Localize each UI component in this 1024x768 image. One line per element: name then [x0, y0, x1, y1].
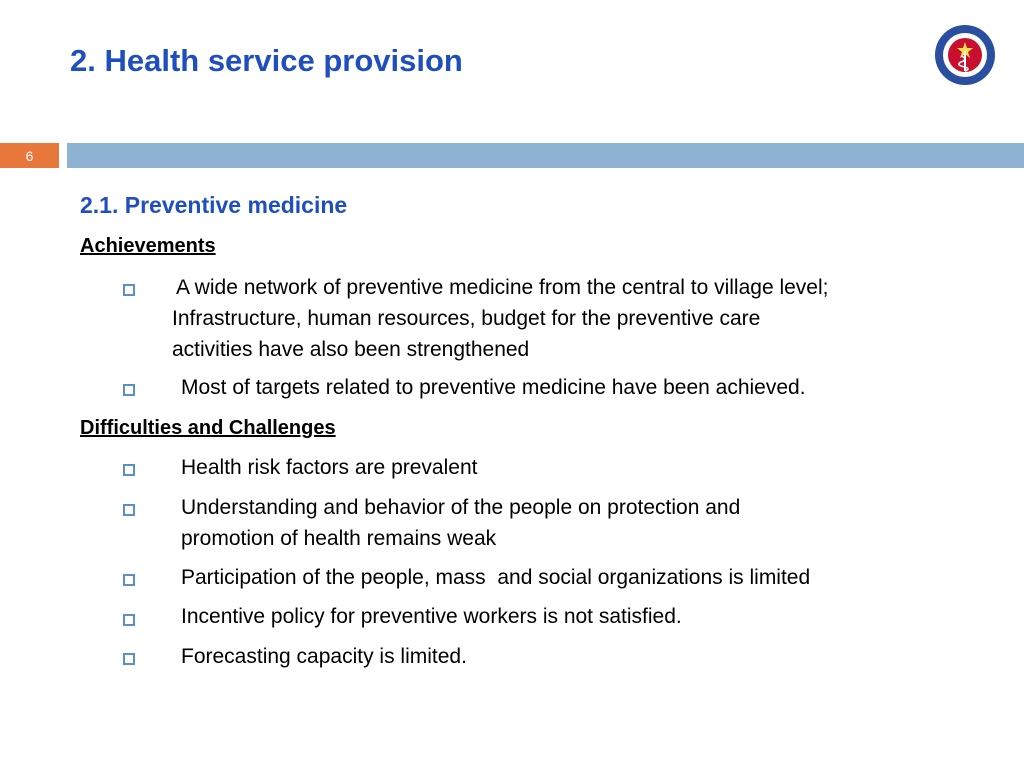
- bullet-square-icon: [123, 464, 135, 476]
- bullet-square-icon: [123, 614, 135, 626]
- difficulty-2-line-1: Understanding and behavior of the people on protection and: [181, 496, 741, 519]
- bullet-square-icon: [123, 504, 135, 516]
- section-heading: 2.1. Preventive medicine: [80, 192, 348, 218]
- slide-title: 2. Health service provision: [70, 43, 463, 78]
- header-divider-bar: [67, 143, 1024, 168]
- ministry-of-health-logo: [934, 24, 996, 86]
- achievement-1-line-1: A wide network of preventive medicine from the central to village level;: [176, 276, 829, 299]
- achievement-1-line-2: Infrastructure, human resources, budget for the preventive care: [172, 307, 761, 330]
- difficulty-1-line-1: Health risk factors are prevalent: [181, 456, 478, 479]
- difficulty-2-line-2: promotion of health remains weak: [181, 527, 497, 550]
- difficulties-heading: Difficulties and Challenges: [80, 417, 336, 439]
- bullet-square-icon: [123, 574, 135, 586]
- bullet-square-icon: [123, 284, 135, 296]
- slide-number: 6: [0, 143, 59, 168]
- difficulty-5-line-1: Forecasting capacity is limited.: [181, 645, 467, 668]
- difficulty-4-line-1: Incentive policy for preventive workers is not satisfied.: [181, 605, 682, 628]
- difficulty-3-line-1: Participation of the people, mass and social organizations is limited: [181, 566, 811, 589]
- achievements-heading: Achievements: [80, 235, 216, 257]
- bullet-square-icon: [123, 384, 135, 396]
- achievement-1-line-3: activities have also been strengthened: [172, 338, 530, 361]
- achievement-2-line-1: Most of targets related to preventive medicine have been achieved.: [181, 376, 806, 399]
- bullet-square-icon: [123, 653, 135, 665]
